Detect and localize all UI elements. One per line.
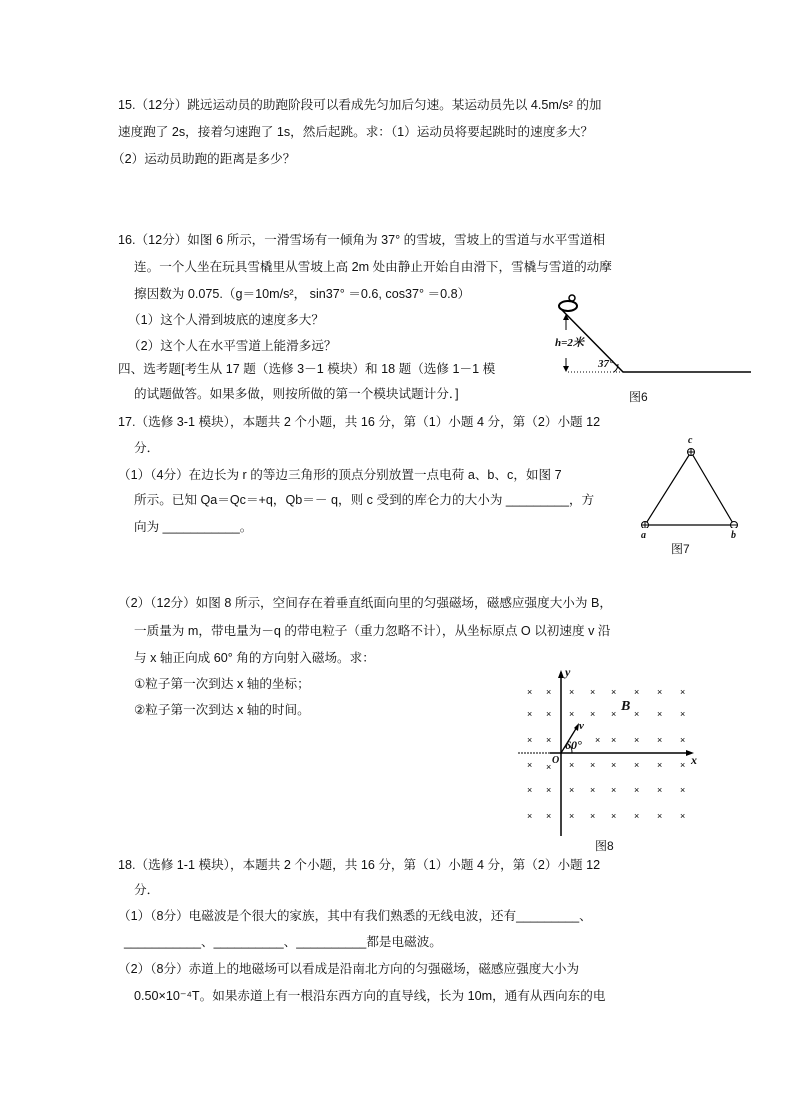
- field-cross-mark: ×: [680, 760, 686, 770]
- angle-label: 60°: [565, 738, 582, 752]
- field-cross-mark: ×: [546, 687, 552, 697]
- field-cross-mark: ×: [680, 735, 686, 745]
- field-cross-mark: ×: [657, 687, 663, 697]
- field-cross-mark: ×: [569, 709, 575, 719]
- field-cross-mark: ×: [569, 760, 575, 770]
- field-cross-mark: ×: [611, 760, 617, 770]
- height-label: h=2米: [555, 337, 584, 349]
- vertex-c-label: c: [688, 435, 693, 446]
- field-cross-mark: ×: [611, 811, 617, 821]
- field-cross-mark: ×: [527, 709, 533, 719]
- field-cross-mark: ×: [657, 709, 663, 719]
- x-axis-label: x: [691, 753, 697, 767]
- field-cross-mark: ×: [634, 811, 640, 821]
- field-cross-mark: ×: [634, 735, 640, 745]
- text-line: （2）（12分）如图 8 所示，空间存在着垂直纸面向里的匀强磁场，磁感应强度大小为 B，: [118, 596, 612, 610]
- field-cross-mark: ×: [657, 811, 663, 821]
- vertex-b-label: b: [731, 530, 736, 541]
- figure-caption: 图7: [671, 542, 690, 556]
- text-line: ___________、__________、__________都是电磁波。: [124, 935, 442, 949]
- figure-7-triangle: [634, 435, 744, 558]
- text-line: 分．: [134, 441, 160, 455]
- text-line: 分．: [134, 883, 160, 897]
- field-cross-mark: ×: [680, 785, 686, 795]
- field-diagram: [510, 660, 710, 840]
- text-line: 一质量为 m，带电量为－q 的带电粒子（重力忽略不计），从坐标原点 O 以初速度 v 沿: [134, 624, 611, 638]
- field-cross-mark: ×: [590, 687, 596, 697]
- text-line: 15.（12分）跳远运动员的助跑阶段可以看成先匀加后匀速。某运动员先以 4.5m/s² 的加: [118, 98, 602, 112]
- velocity-label: v: [579, 720, 584, 732]
- text-line: 速度跑了 2s，接着匀速跑了 1s，然后起跳。求：（1）运动员将要起跳时的速度多大？: [118, 125, 594, 139]
- triangle-diagram: [634, 438, 744, 528]
- text-line: （2）这个人在水平雪道上能滑多远？: [128, 339, 337, 353]
- field-cross-mark: ×: [634, 760, 640, 770]
- figure-6-slope: [548, 282, 753, 407]
- field-cross-mark: ×: [634, 785, 640, 795]
- text-line: 与 x 轴正向成 60° 角的方向射入磁场。求：: [134, 651, 375, 665]
- field-cross-mark: ×: [611, 709, 617, 719]
- text-line: （2）（8分）赤道上的地磁场可以看成是沿南北方向的匀强磁场，磁感应强度大小为: [118, 962, 580, 976]
- vertex-a-label: a: [641, 530, 646, 541]
- field-cross-mark: ×: [611, 687, 617, 697]
- field-cross-mark: ×: [590, 709, 596, 719]
- text-line: 的试题做答。如果多做，则按所做的第一个模块试题计分．]: [134, 387, 459, 401]
- field-cross-mark: ×: [634, 709, 640, 719]
- field-cross-mark: ×: [634, 687, 640, 697]
- field-cross-mark: ×: [527, 760, 533, 770]
- figure-caption: 图6: [629, 390, 648, 404]
- text-line: （2）运动员助跑的距离是多少？: [112, 152, 296, 166]
- field-cross-mark: ×: [546, 709, 552, 719]
- field-cross-mark: ×: [680, 709, 686, 719]
- text-line: 所示。已知 Qa＝Qc＝+q，Qb＝－ q，则 c 受到的库仑力的大小为 _________，方: [134, 493, 595, 507]
- text-line: 17.（选修 3-1 模块），本题共 2 个小题，共 16 分，第（1）小题 4 分，第（2）小题 12: [118, 415, 601, 429]
- field-cross-mark: ×: [595, 735, 601, 745]
- text-line: （1）这个人滑到坡底的速度多大？: [128, 313, 324, 327]
- field-cross-mark: ×: [680, 687, 686, 697]
- y-axis-label: y: [565, 665, 571, 679]
- field-cross-mark: ×: [611, 785, 617, 795]
- field-cross-mark: ×: [611, 735, 617, 745]
- angle-label: 37°: [598, 358, 614, 370]
- text-line: （1）（8分）电磁波是个很大的家族，其中有我们熟悉的无线电波，还有_________、: [118, 909, 592, 923]
- field-cross-mark: ×: [527, 735, 533, 745]
- field-cross-mark: ×: [590, 760, 596, 770]
- field-cross-mark: ×: [569, 687, 575, 697]
- field-cross-mark: ×: [546, 785, 552, 795]
- field-cross-mark: ×: [569, 811, 575, 821]
- field-cross-mark: ×: [527, 785, 533, 795]
- text-line: ①粒子第一次到达 x 轴的坐标；: [134, 677, 310, 691]
- field-cross-mark: ×: [590, 811, 596, 821]
- sled-rider-icon: [559, 295, 577, 311]
- field-cross-mark: ×: [546, 735, 552, 745]
- field-cross-mark: ×: [657, 735, 663, 745]
- field-cross-mark: ×: [680, 811, 686, 821]
- field-cross-mark: ×: [546, 811, 552, 821]
- field-cross-mark: ×: [546, 762, 552, 772]
- figure-8-magnetic-field: [510, 660, 710, 855]
- text-line: 18.（选修 1-1 模块），本题共 2 个小题，共 16 分，第（1）小题 4 分，第（2）小题 12: [118, 858, 601, 872]
- text-line: 擦因数为 0.075.（g＝10m/s²， sin37° ＝0.6, cos37° ＝0.8）: [134, 287, 471, 301]
- text-line: ②粒子第一次到达 x 轴的时间。: [134, 703, 310, 717]
- field-cross-mark: ×: [569, 785, 575, 795]
- field-cross-mark: ×: [657, 785, 663, 795]
- text-line: 0.50×10⁻⁴T。如果赤道上有一根沿东西方向的直导线，长为 10m，通有从西向东的电: [134, 989, 606, 1003]
- origin-label: O: [552, 755, 560, 766]
- text-line: 连。一个人坐在玩具雪橇里从雪坡上高 2m 处由静止开始自由滑下，雪橇与雪道的动摩: [134, 260, 612, 274]
- text-line: 16.（12分）如图 6 所示，一滑雪场有一倾角为 37° 的雪坡，雪坡上的雪道与水平雪道相: [118, 233, 606, 247]
- field-cross-mark: ×: [527, 687, 533, 697]
- figure-caption: 图8: [595, 839, 614, 853]
- field-cross-mark: ×: [657, 760, 663, 770]
- field-cross-mark: ×: [590, 785, 596, 795]
- field-label: B: [621, 699, 631, 714]
- text-line: （1）（4分）在边长为 r 的等边三角形的顶点分别放置一点电荷 a、b、c，如图 7: [118, 468, 562, 482]
- field-cross-mark: ×: [527, 811, 533, 821]
- text-line: 四、选考题[考生从 17 题（选修 3－1 模块）和 18 题（选修 1－1 模: [118, 362, 496, 376]
- text-line: 向为 ___________。: [134, 520, 253, 534]
